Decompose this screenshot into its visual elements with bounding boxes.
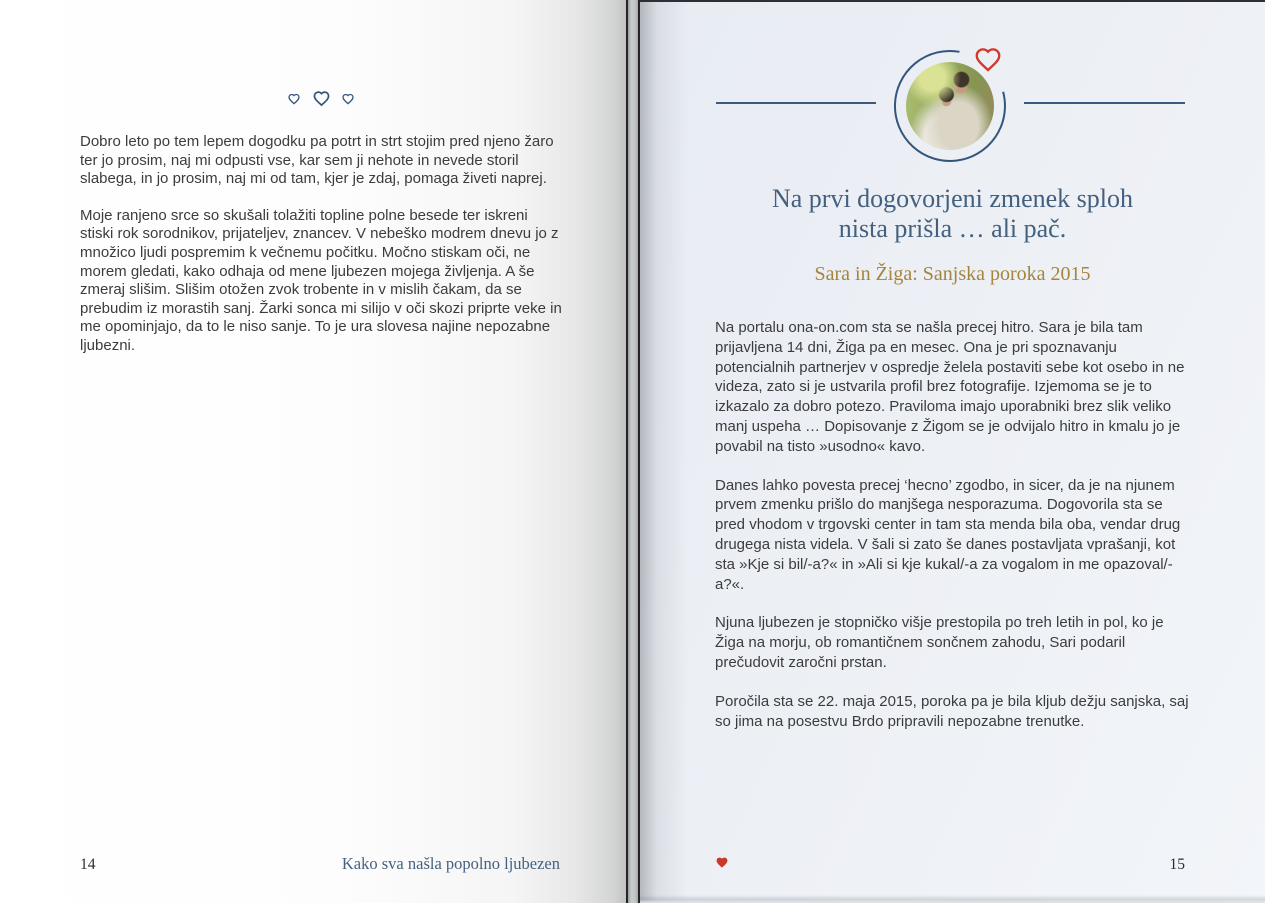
heart-outline-small-icon [288, 93, 300, 105]
body-paragraph: Njuna ljubezen je stopničko višje prestopila po treh letih in pol, ko je Žiga na morju, ob romantičnem sončnem zahodu, Sari podaril prečudovit zaročni prstan. [715, 614, 1164, 671]
body-paragraph: Poročila sta se 22. maja 2015, poroka pa je bila kljub dežju sanjska, saj so jima na posestvu Brdo pripravili nepozabne trenutke. [715, 692, 1189, 730]
hearts-ornament [80, 90, 562, 108]
book-spine [626, 0, 640, 903]
chapter-title-line: nista prišla … ali pač. [838, 214, 1067, 243]
heart-filled-icon [715, 856, 729, 869]
right-page [640, 0, 1265, 903]
right-page-body [715, 318, 1195, 750]
body-paragraph: Moje ranjeno srce so skušali tolažiti topline polne besede ter iskreni stiski rok sorodnikov, prijateljev, znancev. V nebeško modrem dnevu jo z množico ljudi pospremim k večnemu počitku. Močno stiskam oči, ne morem gledati, kako odhaja od mene ljubezen mojega življenja. A še zmeraj slišim. Slišim otožen zvok trobente in v mislih čakam, da se prebudim iz morastih sanj. Žarki sonca mi silijo v oči skozi priprte veke in me opominjajo, da to le niso sanje. To je ura slovesa najine nepozabne ljubezni. [80, 206, 562, 354]
body-paragraph: Danes lahko povesta precej ‘hecno’ zgodbo, in sicer, da je na njunem prvem zmenku prišlo do manjšega nesporazuma. Dogovorila sta se pred vhodom v trgovski center in tam sta menda bila oba, vendar drug drugega nista videla. V šali si zato še danes postavljata vprašanji, kot sta »Kje si bil/-a?« in »Ali si kje kukal/-a za vogalom in me opazoval/-a?«. [715, 476, 1181, 593]
header-rule-right [1024, 102, 1185, 104]
body-paragraph: Na portalu ona-on.com sta se našla precej hitro. Sara je bila tam prijavljena 14 dni, Žiga pa en mesec. Ona je pri spoznavanju potencialnih partnerjev v ospredje želela postaviti sebe kot osebo in ne videza, zato si je ustvarila profil brez fotografije. Izjemoma se je to izkazalo za dobro potezo. Praviloma imajo uporabniki brez slik veliko manj uspeha … Dopisovanje z Žigom se je odvijalo hitro in kmalu jo je povabil na tisto »usodno« kavo. [715, 319, 1185, 455]
chapter-subtitle: Sara in Žiga: Sanjska poroka 2015 [814, 263, 1091, 285]
chapter-title-line: Na prvi dogovorjeni zmenek sploh [771, 184, 1134, 213]
heart-outline-icon [974, 46, 1002, 73]
page-number: 14 [80, 856, 96, 873]
couple-photo [906, 62, 994, 150]
body-paragraph: Dobro leto po tem lepem dogodku pa potrt in strt stojim pred njeno žaro ter jo prosim, naj mi odpusti vse, kar sem ji nehote in nevede storil slabega, in jo prosim, naj mi od tam, kjer je zdaj, pomaga živeti naprej. [80, 133, 554, 188]
heart-outline-small-icon [342, 93, 354, 105]
page-number: 15 [1169, 856, 1185, 873]
heart-outline-large-icon [313, 90, 330, 107]
left-page-footer [80, 854, 560, 874]
chapter-title [700, 184, 1205, 244]
left-page [0, 0, 627, 903]
header-rule-left [716, 102, 876, 104]
left-page-body [80, 133, 564, 374]
running-title: Kako sva našla popolno ljubezen [341, 854, 560, 873]
